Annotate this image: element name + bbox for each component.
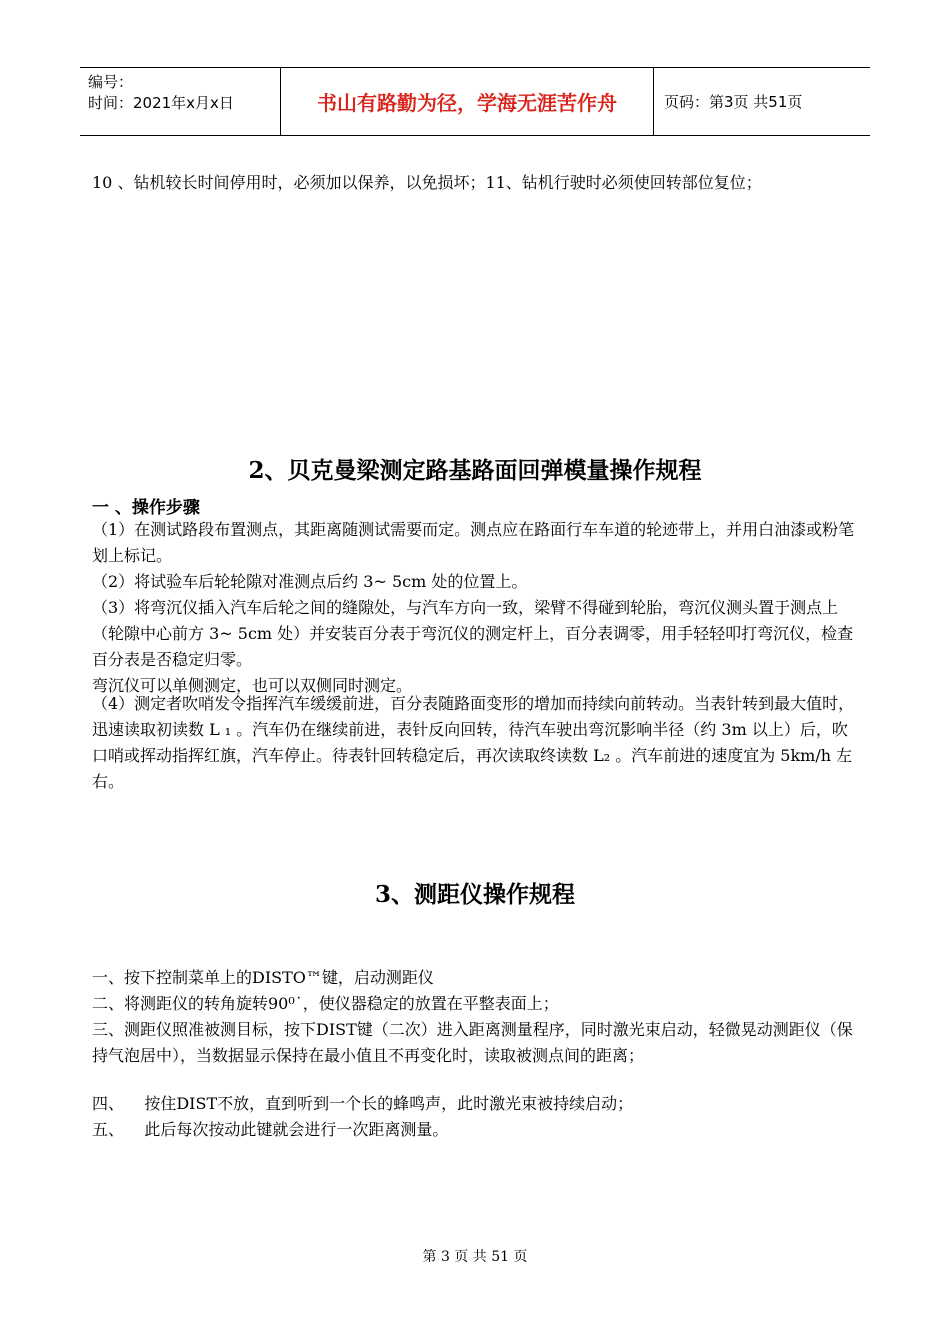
section3-item-1: 一、按下控制菜单上的DISTO™键，启动测距仪 bbox=[92, 968, 434, 987]
section3-item-4: 四、 按住DIST不放，直到听到一个长的蜂鸣声，此时激光束被持续启动； bbox=[92, 1094, 634, 1113]
code-label: 编号： bbox=[88, 73, 134, 91]
header-meta bbox=[80, 68, 280, 135]
intro-text: 10 、钻机较长时间停用时，必须加以保养，以免损坏；11、钻机行驶时必须使回转部位复位； bbox=[92, 173, 762, 192]
section3-item-5: 五、 此后每次按动此键就会进行一次距离测量。 bbox=[92, 1120, 449, 1139]
section2-p3: （3）将弯沉仪插入汽车后轮之间的缝隙处，与汽车方向一致，梁臂不得碰到轮胎，弯沉仪测头置于测点上（轮隙中心前方 3~ 5cm 处）并安装百分表于弯沉仪的测定杆上，百分表调零，用手轻轻叩打弯沉仪，检查百分表是否稳定归零。 bbox=[92, 598, 854, 669]
section2-subtitle: 一 、操作步骤 bbox=[92, 498, 200, 518]
section2-p4: 弯沉仪可以单侧测定，也可以双侧同时测定。 bbox=[92, 676, 413, 695]
page-info: 页码：第3页 共51页 bbox=[664, 93, 803, 111]
page-footer: 第 3 页 共 51 页 bbox=[422, 1249, 528, 1265]
section2-p1: （1）在测试路段布置测点，其距离随测试需要而定。测点应在路面行车车道的轮迹带上，并用白油漆或粉笔划上标记。 bbox=[92, 520, 855, 565]
header-table bbox=[80, 67, 870, 136]
motto: 书山有路勤为径，学海无涯苦作舟 bbox=[317, 91, 617, 115]
section2-title: 2、贝克曼梁测定路基路面回弹模量操作规程 bbox=[248, 457, 702, 484]
section3-item-2: 二、将测距仪的转角旋转90⁰˙，使仪器稳定的放置在平整表面上； bbox=[92, 994, 559, 1013]
section3-item-3: 三、测距仪照准被测目标，按下DIST键（二次）进入距离测量程序，同时激光束启动，轻微晃动测距仪（保持气泡居中），当数据显示保持在最小值且不再变化时，读取被测点间的距离； bbox=[92, 1020, 853, 1065]
section2-p5: （4）测定者吹哨发令指挥汽车缓缓前进，百分表随路面变形的增加而持续向前转动。当表针转到最大值时，迅速读取初读数 L ₁ 。汽车仍在继续前进，表针反向回转，待汽车驶出弯沉影响半径（约 3m 以上）后，吹口哨或挥动指挥红旗，汽车停止。待表针回转稳定后，再次读取终读数 L₂ 。汽车前进的速度宜为 5km/h 左右。 bbox=[92, 694, 855, 791]
header-motto-cell bbox=[280, 68, 654, 135]
section2-p2: （2）将试验车后轮轮隙对准测点后约 3~ 5cm 处的位置上。 bbox=[92, 572, 528, 591]
section3-title: 3、测距仪操作规程 bbox=[374, 881, 575, 908]
date-label: 时间：2021年x月x日 bbox=[88, 94, 234, 112]
